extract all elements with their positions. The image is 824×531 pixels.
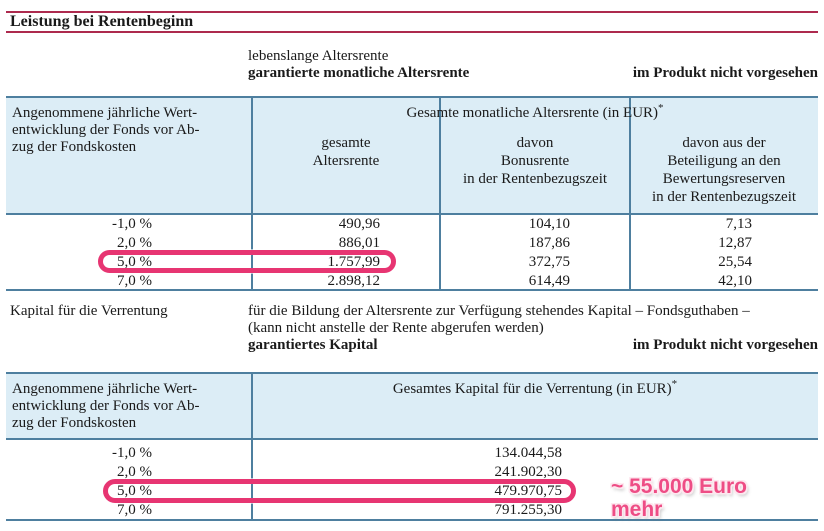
- rate-cell: 7,0 %: [117, 273, 152, 289]
- col-header-gesamte-line2: Altersrente: [312, 153, 380, 169]
- rente-row-header-line1: Angenommene jährliche Wert-: [12, 105, 198, 121]
- kapital-row-header-line2: entwicklung der Fonds vor Ab-: [12, 398, 200, 414]
- table-row: [6, 272, 818, 291]
- kapital-desc-line2: (kann nicht anstelle der Rente abgerufen werden): [248, 320, 544, 336]
- kapital-row-header-line1: Angenommene jährliche Wert-: [12, 381, 198, 397]
- rente-span-header-text: Gesamte monatliche Altersrente (in EUR): [406, 105, 659, 121]
- col-header-beteiligung-line1: davon aus der: [682, 135, 766, 151]
- col-header-bonusrente-line1: davon: [516, 135, 554, 151]
- rate-cell: 2,0 %: [117, 235, 152, 251]
- bonus-cell: 104,10: [528, 216, 570, 232]
- highlight-oval-rente: [98, 250, 396, 273]
- rate-cell: -1,0 %: [112, 445, 152, 461]
- beteiligung-cell: 7,13: [725, 216, 752, 232]
- rate-cell: 2,0 %: [117, 464, 152, 480]
- rate-cell: 5,0 %: [117, 254, 152, 270]
- page-title: Leistung bei Rentenbeginn: [10, 13, 194, 30]
- col-header-beteiligung-line2: Beteiligung an den: [667, 153, 781, 169]
- intro-line-garantierte: garantierte monatliche Altersrente: [248, 65, 470, 81]
- kapital-span-header-asterisk: *: [671, 378, 678, 390]
- gesamte-cell: 490,96: [338, 216, 380, 232]
- title-rule-bottom: [6, 31, 818, 33]
- col-header-beteiligung-line4: in der Rentenbezugszeit: [651, 189, 797, 205]
- rente-span-header-asterisk: *: [658, 102, 664, 114]
- rente-row-header: [12, 105, 244, 156]
- kapital-span-header: [252, 378, 818, 398]
- gesamte-cell: 886,01: [338, 235, 380, 251]
- kapital-section-label: Kapital für die Verrentung: [10, 303, 168, 319]
- bonus-cell: 187,86: [528, 235, 570, 251]
- kapital-note-nicht-vorgesehen: im Produkt nicht vorgesehen: [632, 337, 818, 353]
- annotation-note-line2: mehr: [611, 498, 663, 521]
- beteiligung-cell: 12,87: [718, 235, 752, 251]
- kapital-cell: 479.970,75: [494, 483, 562, 499]
- col-header-bonusrente-line2: Bonusrente: [500, 153, 570, 169]
- col-header-bonusrente: [440, 134, 630, 188]
- rate-cell: -1,0 %: [112, 216, 152, 232]
- rate-cell: 5,0 %: [117, 483, 152, 499]
- annotation-note-line1: ~ 55.000 Euro: [611, 475, 747, 498]
- bonus-cell: 372,75: [528, 254, 570, 270]
- kapital-cell: 241.902,30: [494, 464, 562, 480]
- highlight-oval-kapital: [103, 479, 576, 503]
- col-header-gesamte: [252, 134, 440, 170]
- kapital-table-header-divider: [6, 438, 818, 440]
- kapital-span-header-text: Gesamtes Kapital für die Verrentung (in EUR): [392, 381, 672, 397]
- kapital-desc-line1: für die Bildung der Altersrente zur Verfügung stehendes Kapital – Fondsguthaben –: [248, 303, 750, 319]
- col-header-beteiligung: [630, 134, 818, 206]
- kapital-garantiert-label: garantiertes Kapital: [248, 337, 378, 353]
- col-header-gesamte-line1: gesamte: [321, 135, 371, 151]
- kapital-row-header-line3: zug der Fondskosten: [12, 415, 137, 431]
- annotation-note: [611, 475, 747, 521]
- intro-note-nicht-vorgesehen: im Produkt nicht vorgesehen: [632, 65, 818, 81]
- kapital-cell: 134.044,58: [494, 445, 562, 461]
- rente-row-header-line2: entwicklung der Fonds vor Ab-: [12, 122, 200, 138]
- beteiligung-cell: 25,54: [718, 254, 752, 270]
- bonus-cell: 614,49: [528, 273, 570, 289]
- gesamte-cell: 1.757,99: [327, 254, 380, 270]
- kapital-cell: 791.255,30: [494, 502, 562, 518]
- beteiligung-cell: 42,10: [718, 273, 752, 289]
- gesamte-cell: 2.898,12: [327, 273, 380, 289]
- table-row: [6, 444, 818, 463]
- col-header-beteiligung-line3: Bewertungsreserven: [662, 171, 786, 187]
- rente-span-header: [252, 102, 818, 122]
- rente-row-header-line3: zug der Fondskosten: [12, 139, 137, 155]
- table-row: [6, 215, 818, 234]
- rate-cell: 7,0 %: [117, 502, 152, 518]
- kapital-row-header: [12, 381, 244, 432]
- col-header-bonusrente-line3: in der Rentenbezugszeit: [462, 171, 608, 187]
- intro-line-lebenslange: lebenslange Altersrente: [248, 48, 389, 64]
